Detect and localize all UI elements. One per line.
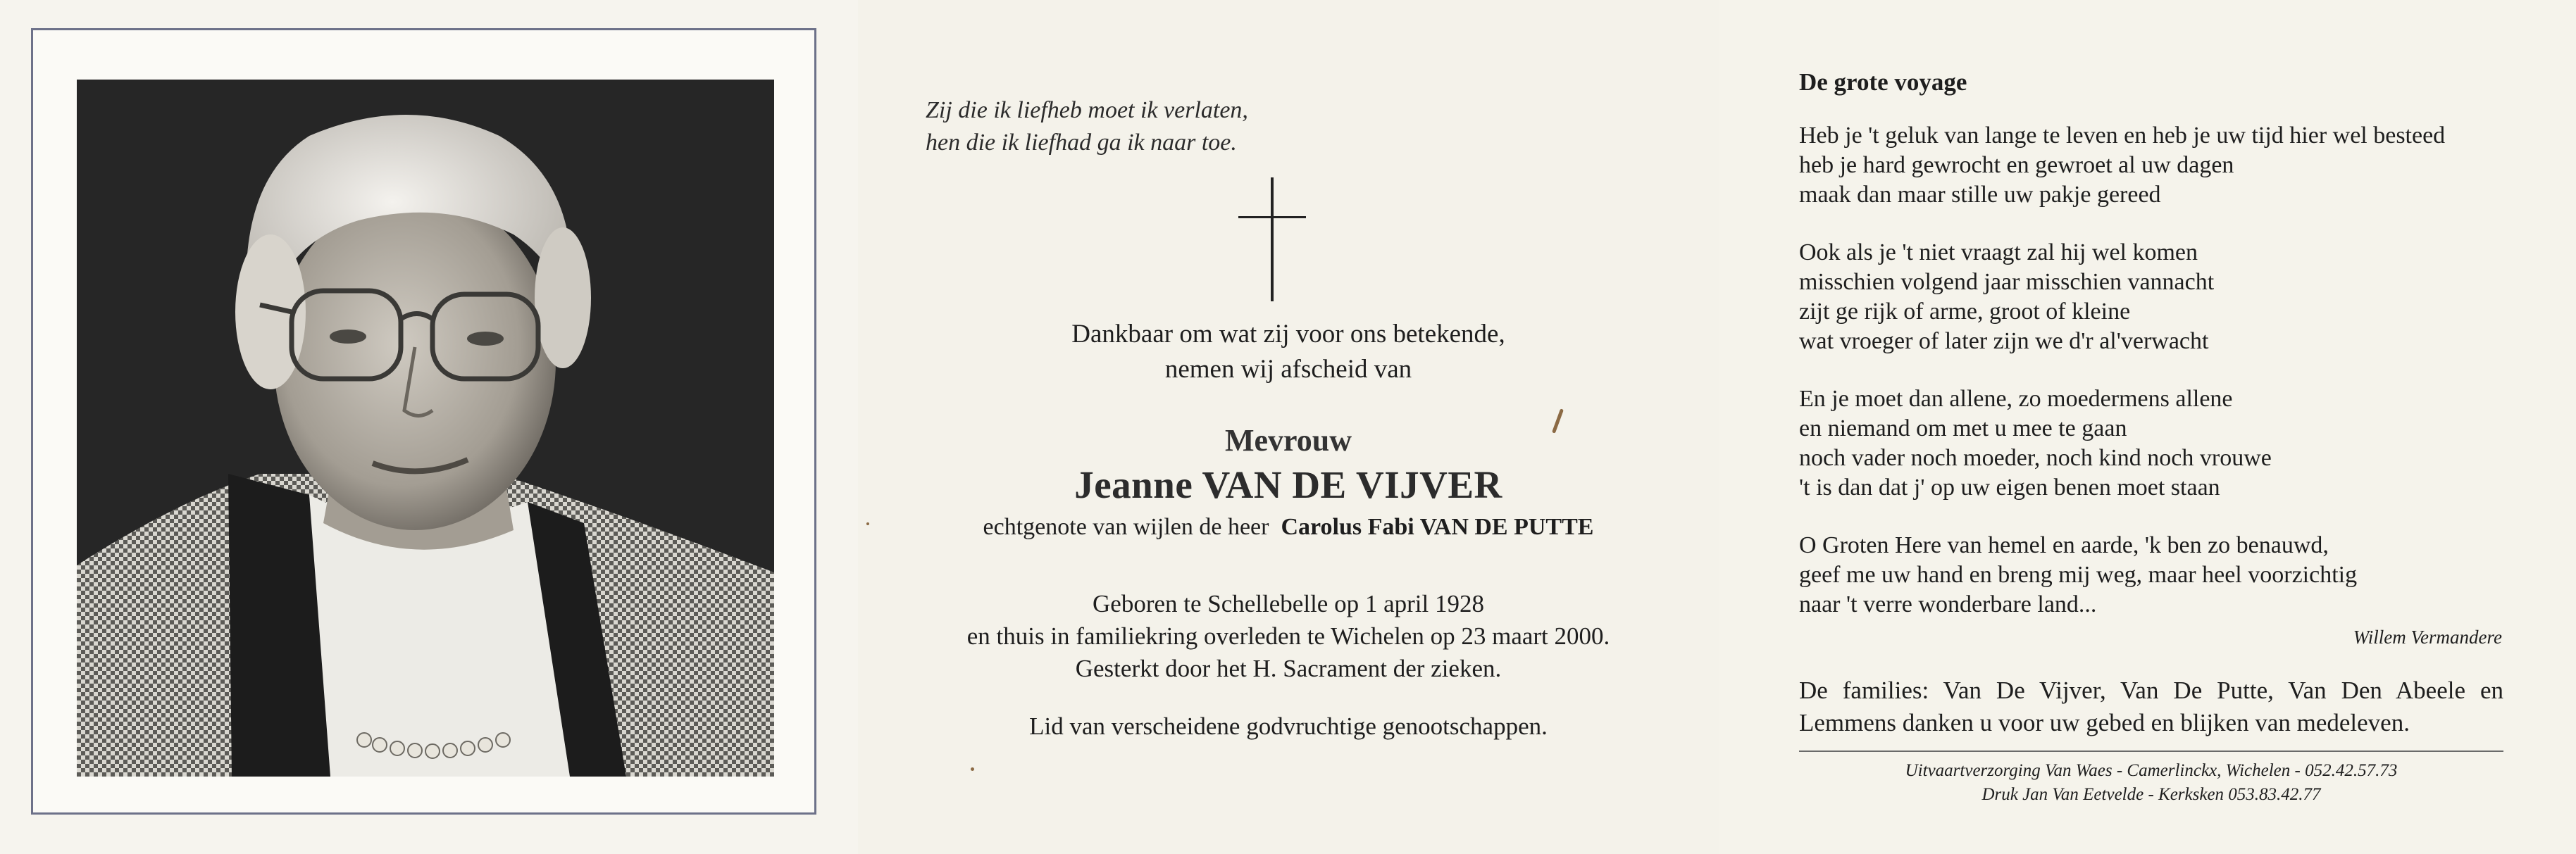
poem-line: 't is dan dat j' op uw eigen benen moet staan: [1799, 475, 2220, 501]
motto-line-1: Zij die ik liefheb moet ik verlaten,: [926, 97, 1248, 123]
membership-line: Lid van verscheidene godvruchtige genootschappen.: [1029, 712, 1548, 740]
footer: [1799, 759, 2503, 807]
motto-line-2: hen die ik liefhad ga ik naar toe.: [926, 130, 1237, 156]
cross-icon: [1271, 177, 1274, 301]
deceased-name: Jeanne VAN DE VIJVER: [1074, 463, 1502, 506]
announcement-panel: [858, 0, 1719, 854]
families-thanks: De families: Van De Vijver, Van De Putte, Van Den Abeele en Lemmens danken u voor uw gebed en blijken van medeleven.: [1799, 677, 2503, 736]
poem-line: En je moet dan allene, zo moedermens allene: [1799, 386, 2233, 412]
printer-line: Druk Jan Van Eetvelde - Kerksken 053.83.42.77: [1981, 785, 2321, 804]
poem: [1799, 68, 2503, 648]
gratitude-text: [858, 317, 1719, 387]
footer-divider: [1799, 751, 2503, 752]
motto: [926, 94, 1248, 159]
poem-line: misschien volgend jaar misschien vannacht: [1799, 269, 2215, 295]
poem-stanza: [1799, 121, 2503, 210]
portrait-photo: [77, 80, 774, 777]
poem-stanza: [1799, 531, 2503, 620]
funeral-home-line: Uitvaartverzorging Van Waes - Camerlinckx, Wichelen - 052.42.57.73: [1905, 761, 2398, 780]
spouse-name: Carolus Fabi VAN DE PUTTE: [1281, 514, 1594, 540]
photo-frame: [31, 28, 816, 815]
death-line: en thuis in familiekring overleden te Wichelen op 23 maart 2000.: [966, 622, 1610, 650]
poem-line: Heb je 't geluk van lange te leven en heb je uw tijd hier wel besteed: [1799, 123, 2446, 149]
poem-line: geef me uw hand en breng mij weg, maar heel voorzichtig: [1799, 562, 2358, 588]
poem-line: en niemand om met u mee te gaan: [1799, 415, 2127, 441]
birth-line: Geboren te Schellebelle op 1 april 1928: [1093, 590, 1484, 617]
spouse-line: [858, 514, 1719, 541]
poem-title: De grote voyage: [1799, 68, 1967, 96]
life-details: [858, 588, 1719, 685]
poem-stanza: [1799, 384, 2503, 503]
spouse-prefix: echtgenote van wijlen de heer: [983, 514, 1269, 540]
poem-stanza: [1799, 238, 2503, 356]
poem-author: Willem Vermandere: [2353, 627, 2502, 648]
cross-icon-bar: [1238, 216, 1306, 218]
gratitude-line-2: nemen wij afscheid van: [1164, 355, 1412, 384]
poem-line: noch vader noch moeder, noch kind noch vrouwe: [1799, 445, 2272, 471]
paper-speck: [866, 522, 869, 525]
sacrament-line: Gesterkt door het H. Sacrament der zieken.: [1075, 655, 1502, 682]
deceased-title: Mevrouw: [1224, 423, 1352, 458]
paper-speck: [971, 767, 974, 771]
poem-line: O Groten Here van hemel en aarde, 'k ben zo benauwd,: [1799, 532, 2329, 558]
poem-line: maak dan maar stille uw pakje gereed: [1799, 182, 2161, 208]
gratitude-line-1: Dankbaar om wat zij voor ons betekende,: [1071, 320, 1505, 348]
poem-line: wat vroeger of later zijn we d'r al'verwacht: [1799, 328, 2209, 354]
poem-line: Ook als je 't niet vraagt zal hij wel komen: [1799, 239, 2198, 265]
poem-panel: [1719, 0, 2576, 854]
poem-line: zijt ge rijk of arme, groot of kleine: [1799, 299, 2131, 325]
poem-line: naar 't verre wonderbare land...: [1799, 591, 2097, 617]
photo-panel: [0, 0, 858, 854]
poem-line: heb je hard gewrocht en gewroet al uw dagen: [1799, 152, 2234, 178]
